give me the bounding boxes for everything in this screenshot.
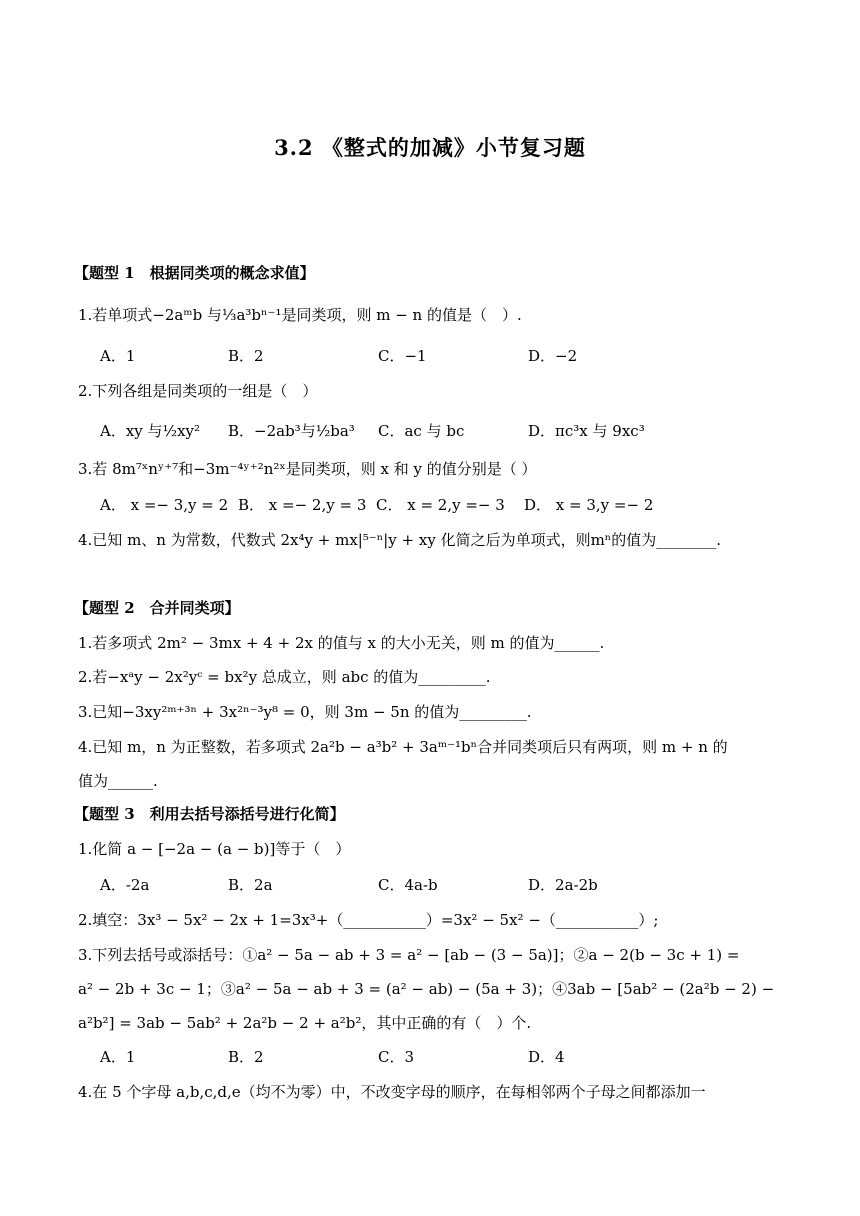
question-s2q3: 3.已知−3xy²ᵐ⁺³ⁿ + 3x²ⁿ⁻³y⁸ = 0，则 3m − 5n 的值为_________.: [78, 703, 532, 721]
option-s1q1-b: B．2: [228, 347, 264, 365]
option-s3q1-d: D．2a-2b: [528, 876, 598, 894]
question-s1q1: 1.若单项式−2aᵐb 与⅓a³bⁿ⁻¹是同类项，则 m − n 的值是（ ）.: [78, 306, 522, 324]
section-heading-1: 【题型 1 根据同类项的概念求值】: [74, 264, 315, 282]
option-s1q1-a: A．1: [100, 347, 136, 365]
option-s1q2-d: D．πc³x 与 9xc³: [528, 422, 645, 440]
question-s3q3-line2: a² − 2b + 3c − 1；③a² − 5a − ab + 3 = (a² − ab) − (5a + 3)；④3ab − [5ab² − (2a²b − 2) −: [78, 980, 775, 998]
option-s1q1-d: D．−2: [528, 347, 578, 365]
option-s1q3-c: C． x = 2,y =− 3: [376, 496, 505, 514]
question-s1q2: 2.下列各组是同类项的一组是（ ）: [78, 382, 318, 400]
question-s3q4: 4.在 5 个字母 a,b,c,d,e（均不为零）中，不改变字母的顺序，在每相邻两个子母之间都添加一: [78, 1083, 706, 1101]
option-s3q1-b: B．2a: [228, 876, 273, 894]
question-s1q4: 4.已知 m、n 为常数，代数式 2x⁴y + mx|⁵⁻ⁿ|y + xy 化简之后为单项式，则mⁿ的值为________.: [78, 531, 722, 549]
option-s1q2-c: C．ac 与 bc: [378, 422, 465, 440]
question-s2q1: 1.若多项式 2m² − 3mx + 4 + 2x 的值与 x 的大小无关，则 m 的值为______.: [78, 634, 605, 652]
question-s2q4-line1: 4.已知 m，n 为正整数，若多项式 2a²b − a³b² + 3aᵐ⁻¹bⁿ合并同类项后只有两项，则 m + n 的: [78, 738, 728, 756]
question-s3q1: 1.化简 a − [−2a − (a − b)]等于（ ）: [78, 840, 351, 858]
option-s3q1-a: A．-2a: [100, 876, 150, 894]
question-s2q2: 2.若−xᵃy − 2x²yᶜ = bx²y 总成立，则 abc 的值为_________.: [78, 668, 491, 686]
option-s1q3-d: D． x = 3,y =− 2: [524, 496, 654, 514]
section-heading-3: 【题型 3 利用去括号添括号进行化简】: [74, 805, 345, 823]
question-s3q3-line1: 3.下列去括号或添括号：①a² − 5a − ab + 3 = a² − [ab − (3 − 5a)]；②a − 2(b − 3c + 1) =: [78, 946, 740, 964]
option-s3q3-a: A．1: [100, 1048, 136, 1066]
question-s1q3: 3.若 8m⁷ˣnʸ⁺⁷和−3m⁻⁴ʸ⁺²n²ˣ是同类项，则 x 和 y 的值分别是（ ）: [78, 460, 537, 478]
option-s1q2-a: A．xy 与½xy²: [100, 422, 201, 440]
option-s1q2-b: B．−2ab³与½ba³: [228, 422, 355, 440]
option-s3q3-b: B．2: [228, 1048, 264, 1066]
page-title: 3.2 《整式的加减》小节复习题: [274, 135, 586, 160]
question-s3q3-line3: a²b²] = 3ab − 5ab² + 2a²b − 2 + a²b²，其中正确的有（ ）个.: [78, 1014, 532, 1032]
option-s3q1-c: C．4a-b: [378, 876, 438, 894]
option-s1q1-c: C．−1: [378, 347, 427, 365]
question-s3q2: 2.填空：3x³ − 5x² − 2x + 1=3x³+（___________）=3x² − 5x² −（___________）;: [78, 911, 659, 929]
option-s3q3-d: D．4: [528, 1048, 565, 1066]
option-s3q3-c: C．3: [378, 1048, 415, 1066]
question-s2q4-line2: 值为______.: [78, 772, 158, 790]
option-s1q3-a: A． x =− 3,y = 2: [100, 496, 229, 514]
option-s1q3-b: B． x =− 2,y = 3: [238, 496, 367, 514]
section-heading-2: 【题型 2 合并同类项】: [74, 599, 240, 617]
